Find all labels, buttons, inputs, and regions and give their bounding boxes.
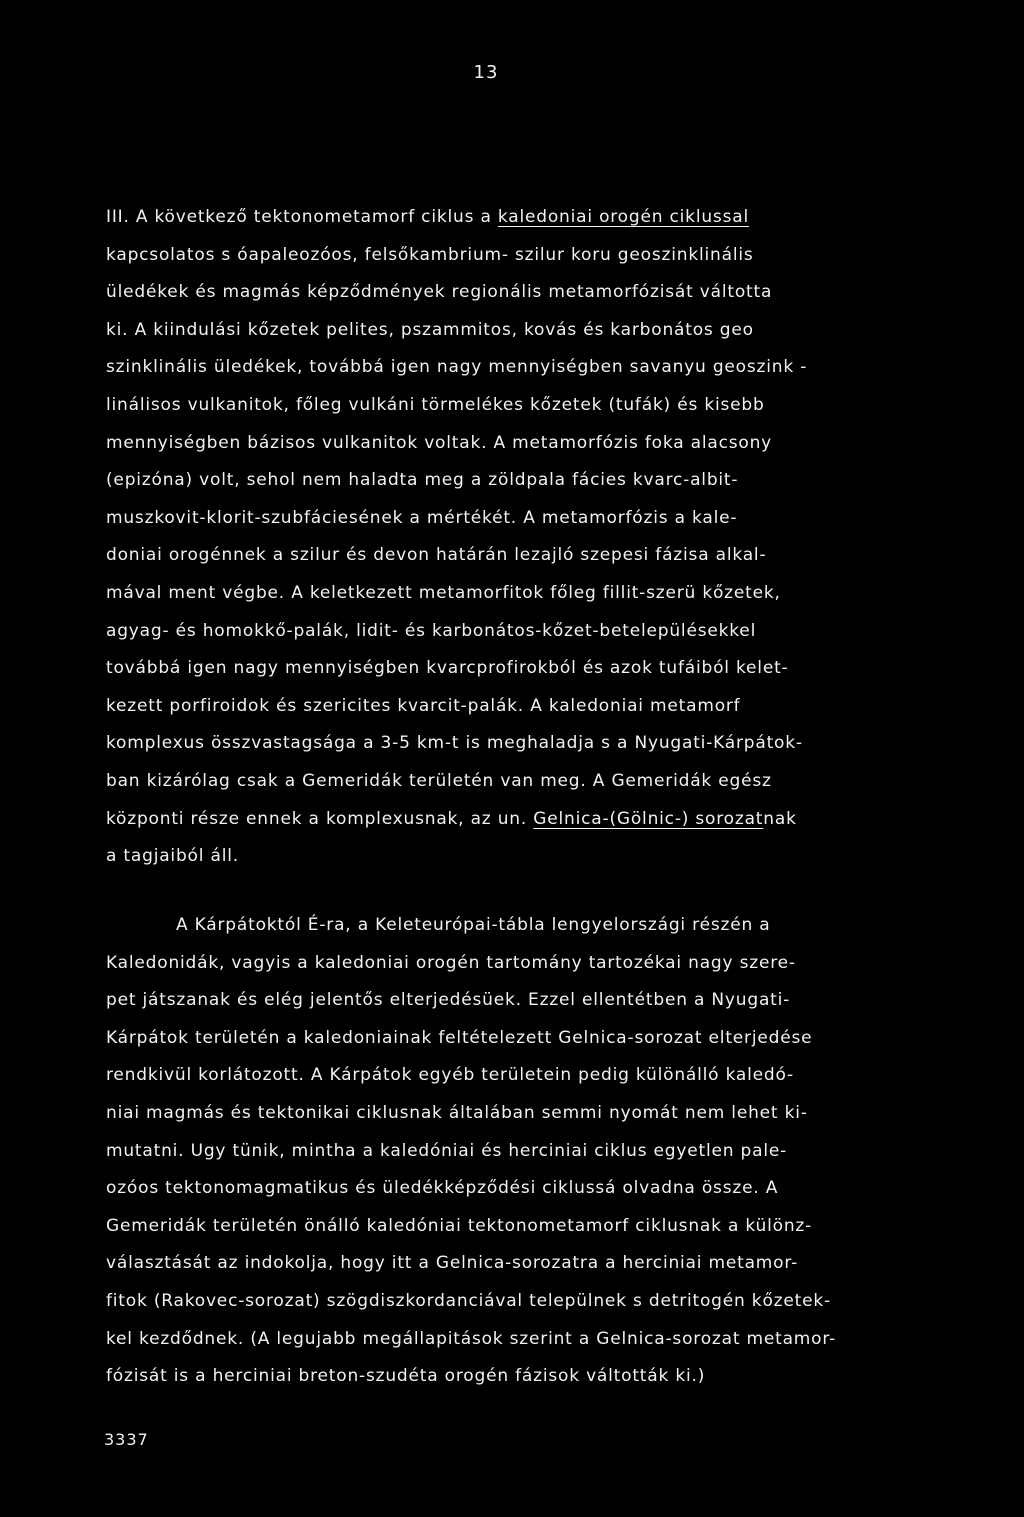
- text-line: [106, 425, 906, 463]
- text-line: [106, 613, 906, 651]
- text-line: ozóos tektonomagmatikus és üledékképződési ciklussá olvadna össze. A: [106, 1178, 779, 1199]
- footer-code: 3337: [104, 1430, 149, 1449]
- text-line: [106, 199, 906, 237]
- paragraph-2: [106, 907, 906, 1396]
- paragraph-1: [106, 199, 906, 876]
- line-text: muszkovit-klorit-szubfáciesének a mértékét. A metamorfózis a kale-: [106, 507, 738, 528]
- text-line: [106, 349, 906, 387]
- text-line: Gemeridák területén önálló kaledóniai tektonometamorf ciklusnak a különz-: [106, 1215, 813, 1236]
- underlined-term: kaledoniai orogén ciklussal: [497, 207, 749, 227]
- line-text: szinklinális üledékek, továbbá igen nagy mennyiségben savanyu geoszink -: [106, 357, 808, 378]
- line-text: mával ment végbe. A keletkezett metamorfitok főleg fillit-szerü kőzetek,: [106, 582, 781, 603]
- line-text: ban kizárólag csak a Gemeridák területén van meg. A Gemeridák egész: [106, 770, 772, 791]
- line-text: üledékek és magmás képződmények regionális metamorfózisát váltotta: [106, 282, 773, 303]
- text-line: [106, 725, 906, 763]
- text-line: kel kezdődnek. (A legujabb megállapitások szerint a Gelnica-sorozat metamor-: [106, 1328, 836, 1349]
- text-line: Kárpátok területén a kaledoniainak feltételezett Gelnica-sorozat elterjedése: [106, 1027, 813, 1048]
- text-line: [106, 537, 906, 575]
- text-line: [106, 650, 906, 688]
- line-text: III. A következő tektonometamorf ciklus a: [106, 207, 498, 227]
- text-line: [106, 462, 906, 500]
- text-line: rendkivül korlátozott. A Kárpátok egyéb területein pedig különálló kaledó-: [106, 1065, 794, 1086]
- line-text: mennyiségben bázisos vulkanitok voltak. A metamorfózis foka alacsony: [106, 432, 773, 453]
- text-line: Kaledonidák, vagyis a kaledoniai orogén tartomány tartozékai nagy szere-: [106, 952, 796, 973]
- line-text: doniai orogénnek a szilur és devon határán lezajló szepesi fázisa alkal-: [106, 545, 767, 566]
- text-line: fitok (Rakovec-sorozat) szögdiszkordanciával települnek s detritogén kőzetek-: [106, 1290, 831, 1311]
- line-text: komplexus összvastagsága a 3-5 km-t is meghaladja s a Nyugati-Kárpátok-: [106, 733, 803, 754]
- text-line: [106, 688, 906, 726]
- line-text: (epizóna) volt, sehol nem haladta meg a zöldpala fácies kvarc-albit-: [106, 470, 739, 491]
- line-text: központi része ennek a komplexusnak, az un.: [106, 808, 534, 829]
- text-line: [106, 801, 906, 839]
- text-line: választását az indokolja, hogy itt a Gelnica-sorozatra a herciniai metamor-: [106, 1253, 799, 1274]
- text-line: [106, 500, 906, 538]
- text-line: [106, 763, 906, 801]
- line-text: a tagjaiból áll.: [106, 846, 239, 867]
- text-line: [106, 237, 906, 275]
- line-text: ki. A kiindulási kőzetek pelites, pszammitos, kovás és karbonátos geo: [106, 319, 754, 340]
- line-text: kapcsolatos s óapaleozóos, felsőkambrium- szilur koru geoszinklinális: [106, 244, 754, 265]
- line-text: agyag- és homokkő-palák, lidit- és karbonátos-kőzet-betelepülésekkel: [106, 620, 757, 641]
- line-text: továbbá igen nagy mennyiségben kvarcprofirokból és azok tufáiból kelet-: [106, 658, 789, 679]
- line-text-suffix: nak: [763, 808, 797, 829]
- line-text: linálisos vulkanitok, főleg vulkáni törmelékes kőzetek (tufák) és kisebb: [106, 394, 765, 415]
- underlined-term: Gelnica-(Gölnic-) sorozat: [533, 808, 764, 829]
- text-line: [106, 387, 906, 425]
- text-line: A Kárpátoktól É-ra, a Keleteurópai-tábla lengyelországi részén a: [176, 915, 771, 935]
- text-line: mutatni. Ugy tünik, mintha a kaledóniai és herciniai ciklus egyetlen pale-: [106, 1140, 788, 1161]
- text-line: fózisát is a herciniai breton-szudéta orogén fázisok váltották ki.): [106, 1366, 706, 1387]
- text-line: [106, 575, 906, 613]
- line-text: kezett porfiroidok és szericites kvarcit-palák. A kaledoniai metamorf: [106, 695, 741, 716]
- text-line: [106, 838, 906, 876]
- text-line: [106, 312, 906, 350]
- page-number: 13: [473, 62, 499, 83]
- text-line: pet játszanak és elég jelentős elterjedésüek. Ezzel ellentétben a Nyugati-: [106, 990, 791, 1011]
- text-line: [106, 274, 906, 312]
- text-line: niai magmás és tektonikai ciklusnak általában semmi nyomát nem lehet ki-: [106, 1102, 808, 1123]
